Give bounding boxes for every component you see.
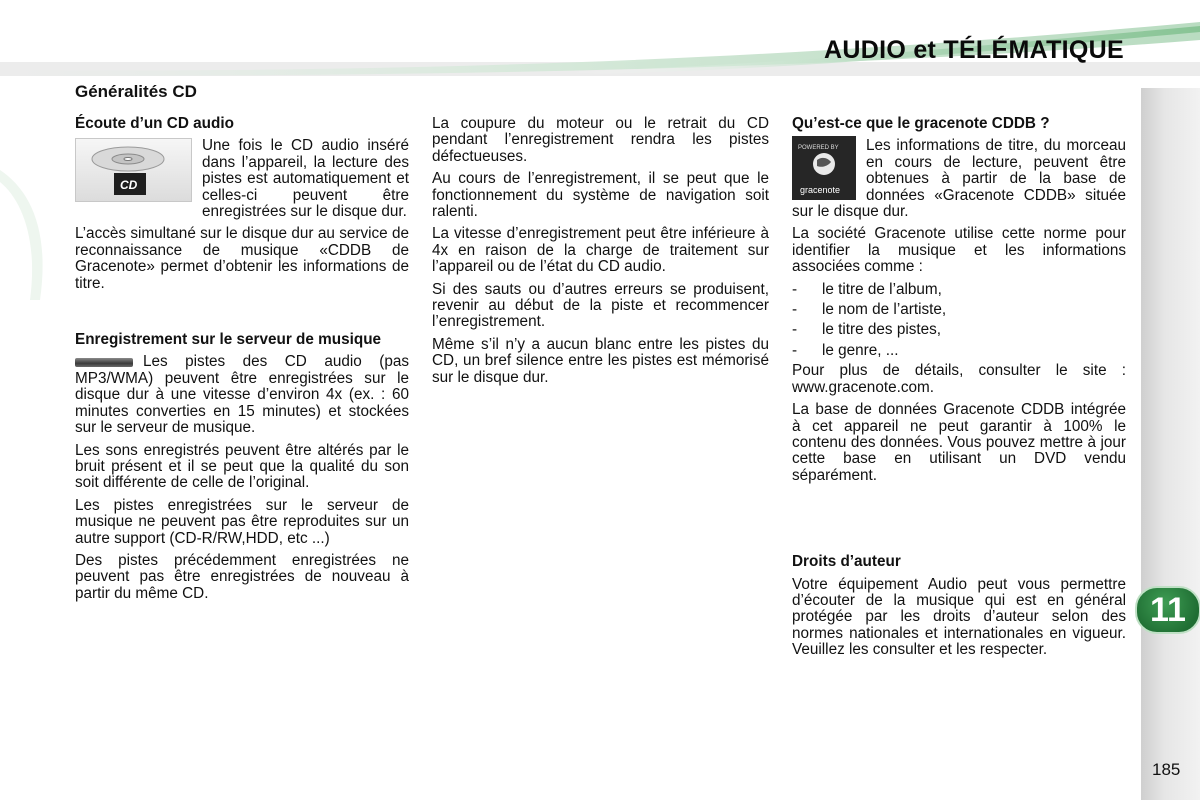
gracenote-logo-top-text: POWERED BY [798,145,839,152]
features-list [792,282,1126,360]
section-title: Généralités CD [75,82,197,101]
paragraph: Si des sauts ou d’autres erreurs se produisent, revenir au début de la piste et recommencer l’enregistrement. [432,280,769,331]
side-strip [1141,88,1200,800]
heading-gracenote: Qu’est-ce que le gracenote CDDB ? [792,115,1050,132]
list-bullet: - [792,280,798,298]
paragraph: La coupure du moteur ou le retrait du CD pendant l’enregistrement rendra les pistes défectueuses. [432,115,769,165]
list-item-text: le titre des pistes, [822,321,942,339]
list-item-text: le genre, ... [822,341,899,359]
paragraph: L’accès simultané sur le disque dur au service de reconnaissance de musique «CDDB de Gracenote» permet d’obtenir les informations de titre. [75,225,409,292]
list-bullet: - [792,301,798,319]
cd-disc-hole [124,158,132,161]
list-item [792,322,1126,338]
heading-listen-cd: Écoute d’un CD audio [75,115,234,132]
list-item [792,282,1126,298]
paragraph: Votre équipement Audio peut vous permettre d’écouter de la musique qui est en général protégée par les droits d’auteur selon des normes nationales et internationales en vigueur. Veuillez les consulter et les respecter. [792,575,1126,659]
paragraph: Au cours de l’enregistrement, il se peut que le fonctionnement du système de navigation soit ralenti. [432,170,769,221]
list-item-text: le titre de l’album, [822,280,942,298]
chapter-tab: 11 [1135,586,1200,634]
paragraph: La vitesse d’enregistrement peut être inférieure à 4x en raison de la charge de traitement sur l’appareil ou de l’état du CD audio. [432,225,769,276]
list-item [792,302,1126,318]
paragraph: Les informations de titre, du morceau en cours de lecture, peuvent être obtenues à partir de la base de données «Gracenote CDDB» située sur le disque dur. [792,137,1126,221]
column-1 [75,116,409,608]
paragraph: Les pistes des CD audio (pas MP3/WMA) peuvent être enregistrées sur le disque dur à une vitesse d’environ 4x (ex. : 60 minutes converties en 15 minutes) et stockées sur le serveur de musique. [75,353,409,437]
paragraph: Les sons enregistrés peuvent être altérés par le bruit présent et il se peut que la qualité du son soit différente de celle de l’original. [75,441,409,492]
list-bullet: - [792,341,798,359]
list-item-text: le nom de l’artiste, [822,301,947,319]
page-number: 185 [1152,760,1181,779]
left-decor-swoosh-shape [0,170,43,300]
list-item [792,343,1126,359]
gracenote-logo-bottom-text: gracenote [800,185,841,196]
paragraph: La société Gracenote utilise cette norme pour identifier la musique et les informations associées comme : [792,225,1126,276]
record-button-icon [75,358,133,367]
column-2 [432,116,769,392]
header-title: AUDIO et TÉLÉMATIQUE [824,36,1124,64]
cd-icon [75,138,192,202]
list-bullet: - [792,321,798,339]
gracenote-logo [792,136,856,200]
heading-record-server: Enregistrement sur le serveur de musique [75,331,382,349]
left-decor-swoosh [0,150,70,300]
paragraph: Des pistes précédemment enregistrées ne peuvent pas être enregistrées de nouveau à partir du même CD. [75,551,409,602]
paragraph: Une fois le CD audio inséré dans l’appareil, la lecture des pistes est automatiquement et celles-ci peuvent être enregistrées sur le disque dur. [202,137,409,221]
paragraph: Même s’il n’y a aucun blanc entre les pistes du CD, un bref silence entre les pistes est mémorisé sur le disque dur. [432,335,769,386]
cd-icon-label: CD [120,178,138,193]
heading-copyright: Droits d’auteur [792,553,901,571]
paragraph: Pour plus de détails, consulter le site : www.gracenote.com. [792,362,1126,396]
paragraph: Les pistes enregistrées sur le serveur de musique ne peuvent pas être reproduites sur un autre support (CD-R/RW,HDD, etc ...) [75,496,409,547]
paragraph: La base de données Gracenote CDDB intégrée à cet appareil ne peut garantir à 100% le contenu des données. Vous pouvez mettre à jour cette base en utilisant un DVD vendu séparément. [792,401,1126,484]
column-3 [792,116,1126,665]
